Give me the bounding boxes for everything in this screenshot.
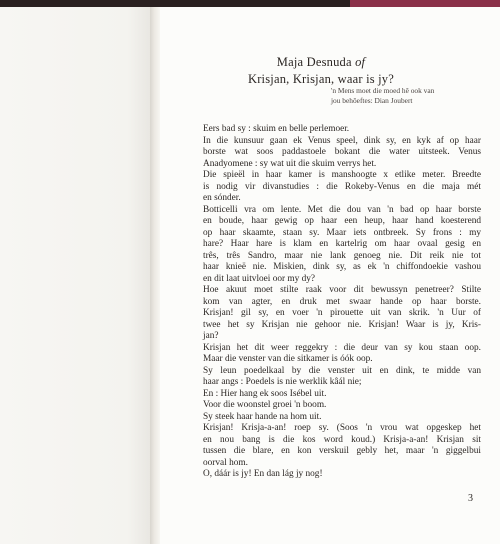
text-line: borste wat soos paddastoele bokant die water uitsteek. Venus [203, 147, 481, 157]
epigraph-line: jou behôeftes: Dian Joubert [331, 96, 413, 105]
title-line-1 [218, 54, 424, 71]
text-line: três, três Sandro, maar nie lank genoeg nie. Dit reik nie tot [203, 250, 481, 261]
epigraph [331, 86, 481, 106]
book-gutter [150, 7, 160, 544]
text-line: Krisjan het dit weer reggekry : die deur van sy kou staan oop. [203, 342, 481, 353]
text-line: Krisjan! Krisja-a-an! roep sy. (Soos 'n vrou wat opgeskep het [203, 423, 481, 433]
text-line: twee het sy Krisjan nie gehoor nie. Krisjan! Waar is jy, Kris- [203, 319, 481, 330]
text-line: oorval hom. [203, 457, 248, 468]
text-line: kom van agter, en druk met swaar hande op haar borste. [203, 296, 481, 307]
text-line: En : Hier hang ek soos Isébel uit. [203, 388, 327, 399]
top-edge-strip [0, 0, 500, 7]
text-line: Voor die woonstel groei 'n boom. [203, 400, 327, 410]
title-line-2: Krisjan, Krisjan, waar is jy? [247, 72, 395, 86]
text-line: Eers bad sy : skuim en belle perlemoer. [203, 124, 350, 134]
text-line: en nou bang is die kos word koud.) Krisja-a-an! Krisjan sit [203, 434, 481, 445]
text-line: haar angs : Poedels is nie werklik kâál nie; [203, 377, 362, 387]
text-line: tussen die blare, en kon verskuil gebly het, maar 'n giggelbui [203, 446, 481, 456]
text-line: op haar skaamte, staan sy. Maar iets ontbreek. Sy frons : my [203, 227, 481, 238]
text-line: hare? Haar hare is klam en kartelrig om haar ovaal gesig en [203, 239, 481, 249]
text-line: Sy leun poedelkaal by die venster uit en dink, te midde van [203, 365, 481, 376]
text-line: Maar die venster van die sitkamer is óók oop. [203, 354, 373, 364]
text-line: jan? [203, 331, 219, 341]
cover-edge [350, 0, 500, 7]
text-line: Botticelli vra om lente. Met die dou van 'n bad op haar borste [203, 204, 481, 215]
title-of: of [355, 55, 366, 69]
poem-body [203, 124, 481, 481]
text-line: Die spieël in haar kamer is manshoogte x etlike meter. Breedte [203, 170, 481, 180]
text-line: Hoe akuut moet stilte raak voor dit bewussyn penetreer? Stilte [203, 285, 481, 295]
text-line: Sy steek haar hande na hom uit. [203, 411, 322, 422]
text-line: is nodig vir divanstudies : die Rokeby-Venus en die maja mét [203, 181, 481, 192]
text-line: en boude, haar gewig op haar een heup, haar hand koesterend [203, 216, 481, 226]
text-line: haar knieë nie. Miskien, dink sy, as ek 'n chiffondoekie vashou [203, 262, 481, 272]
text-line: O, dáár is jy! En dan lág jy nog! [203, 469, 323, 479]
title-text: Maja Desnuda [276, 55, 352, 69]
text-line: en sónder. [203, 193, 241, 203]
epigraph-line: 'n Mens moet die moed hê ook van [331, 86, 435, 95]
page-number: 3 [468, 493, 473, 504]
text-line: In die kunsuur gaan ek Venus speel, dink sy, en kyk af op haar [203, 135, 481, 146]
text-line: Anadyomene : sy wat uit die skuim verrys het. [203, 158, 377, 169]
text-line: Krisjan! gil sy, en voer 'n pirouette uit van skrik. 'n Uur of [203, 308, 481, 318]
left-page [0, 7, 150, 544]
text-line: en dit laat uitvloei oor my dy? [203, 273, 316, 284]
poem-title [218, 54, 424, 88]
